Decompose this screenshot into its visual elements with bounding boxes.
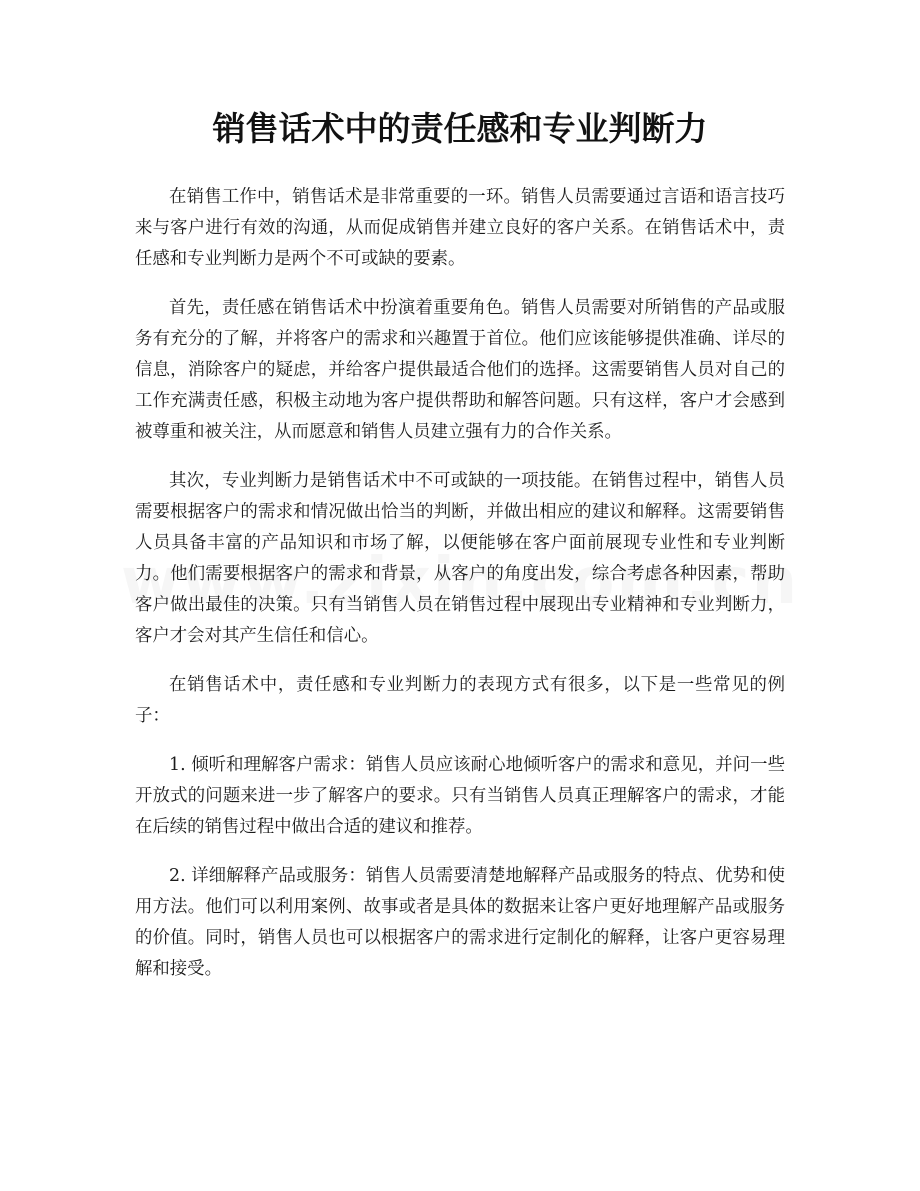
document-title: 销售话术中的责任感和专业判断力 [212, 109, 708, 148]
paragraph-professional-judgment: 其次，专业判断力是销售话术中不可或缺的一项技能。在销售过程中，销售人员需要根据客户的需求和情况做出恰当的判断，并做出相应的建议和解释。这需要销售人员具备丰富的产品知识和市场了解，以便能够在客户面前展现专业性和专业判断力。他们需要根据客户的需求和背景，从客户的角度出发，综合考虑各种因素，帮助客户做出最佳的决策。只有当销售人员在销售过程中展现出专业精神和专业判断力，客户才会对其产生信任和信心。 [135, 471, 785, 646]
paragraph-intro: 在销售工作中，销售话术是非常重要的一环。销售人员需要通过言语和语言技巧来与客户进行有效的沟通，从而促成销售并建立良好的客户关系。在销售话术中，责任感和专业判断力是两个不可或缺的要素。 [135, 187, 785, 269]
paragraph-example-1: 1. 倾听和理解客户需求：销售人员应该耐心地倾听客户的需求和意见，并问一些开放式的问题来进一步了解客户的要求。只有当销售人员真正理解客户的需求，才能在后续的销售过程中做出合适的建议和推荐。 [135, 755, 785, 837]
paragraph-example-2: 2. 详细解释产品或服务：销售人员需要清楚地解释产品或服务的特点、优势和使用方法。他们可以利用案例、故事或者是具体的数据来让客户更好地理解产品或服务的价值。同时，销售人员也可以根据客户的需求进行定制化的解释，让客户更容易理解和接受。 [135, 866, 785, 979]
paragraph-responsibility: 首先，责任感在销售话术中扮演着重要角色。销售人员需要对所销售的产品或服务有充分的了解，并将客户的需求和兴趣置于首位。他们应该能够提供准确、详尽的信息，消除客户的疑虑，并给客户提供最适合他们的选择。这需要销售人员对自己的工作充满责任感，积极主动地为客户提供帮助和解答问题。只有这样，客户才会感到被尊重和被关注，从而愿意和销售人员建立强有力的合作关系。 [135, 298, 785, 442]
document-body [135, 182, 785, 1003]
paragraph-examples-intro: 在销售话术中，责任感和专业判断力的表现方式有很多，以下是一些常见的例子： [135, 675, 785, 726]
